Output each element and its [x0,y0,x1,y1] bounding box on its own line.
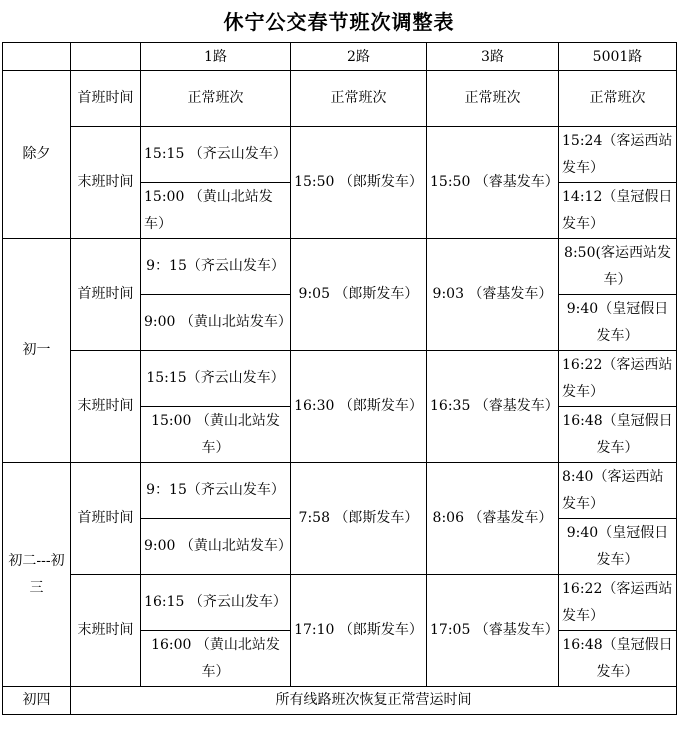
time-cell: 16:22（客运西站发车） [559,575,677,631]
header-route-1: 1路 [141,43,291,71]
time-cell: 17:10 （郎斯发车） [291,575,427,687]
type-last: 末班时间 [71,351,141,463]
day-label-chuyi: 初一 [3,239,71,463]
header-empty-2 [71,43,141,71]
time-cell: 16:48（皇冠假日发车） [559,407,677,463]
time-cell: 9:40（皇冠假日发车） [559,519,677,575]
table-row [3,351,677,407]
table-row [3,463,677,519]
time-cell: 16:22（客运西站发车） [559,351,677,407]
table-row [3,239,677,295]
time-cell: 9:00 （黄山北站发车） [141,295,291,351]
cell-normal: 正常班次 [291,71,427,127]
time-cell: 9:40（皇冠假日发车） [559,295,677,351]
type-last: 末班时间 [71,575,141,687]
type-first: 首班时间 [71,239,141,351]
time-cell: 9：15（齐云山发车） [141,463,291,519]
time-cell: 15:15（齐云山发车） [141,351,291,407]
table-row [3,127,677,183]
time-cell: 14:12（皇冠假日发车） [559,183,677,239]
page-title: 休宁公交春节班次调整表 [223,10,455,34]
header-route-5001: 5001路 [559,43,677,71]
header-empty-1 [3,43,71,71]
table-row [3,575,677,631]
schedule-table [2,42,677,715]
time-cell: 9：15（齐云山发车） [141,239,291,295]
day-label-chusi: 初四 [3,687,71,715]
type-first: 首班时间 [71,463,141,575]
time-cell: 16:30 （郎斯发车） [291,351,427,463]
time-cell: 8:06 （睿基发车） [427,463,559,575]
cell-normal: 正常班次 [427,71,559,127]
header-route-3: 3路 [427,43,559,71]
type-last: 末班时间 [71,127,141,239]
time-cell: 17:05 （睿基发车） [427,575,559,687]
time-cell: 9:05 （郎斯发车） [291,239,427,351]
time-cell: 9:03 （睿基发车） [427,239,559,351]
type-first: 首班时间 [71,71,141,127]
time-cell: 7:58 （郎斯发车） [291,463,427,575]
header-row [3,43,677,71]
table-row [3,71,677,127]
time-cell: 16:35 （睿基发车） [427,351,559,463]
time-cell: 15:15 （齐云山发车） [141,127,291,183]
time-cell: 15:50 （睿基发车） [427,127,559,239]
header-route-2: 2路 [291,43,427,71]
footer-note: 所有线路班次恢复正常营运时间 [71,687,677,715]
cell-normal: 正常班次 [141,71,291,127]
time-cell: 15:24（客运西站发车） [559,127,677,183]
day-label-chuxi: 除夕 [3,71,71,239]
time-cell: 16:48（皇冠假日发车） [559,631,677,687]
time-cell: 16:15 （齐云山发车） [141,575,291,631]
time-cell: 9:00 （黄山北站发车） [141,519,291,575]
time-cell: 15:50 （郎斯发车） [291,127,427,239]
time-cell: 15:00 （黄山北站发车） [141,407,291,463]
cell-normal: 正常班次 [559,71,677,127]
time-cell: 15:00 （黄山北站发车） [141,183,291,239]
time-cell: 8:50(客运西站发车） [559,239,677,295]
time-cell: 16:00 （黄山北站发车） [141,631,291,687]
day-label-chuer-chusan: 初二---初三 [3,463,71,687]
table-row [3,687,677,715]
time-cell: 8:40（客运西站发车） [559,463,677,519]
